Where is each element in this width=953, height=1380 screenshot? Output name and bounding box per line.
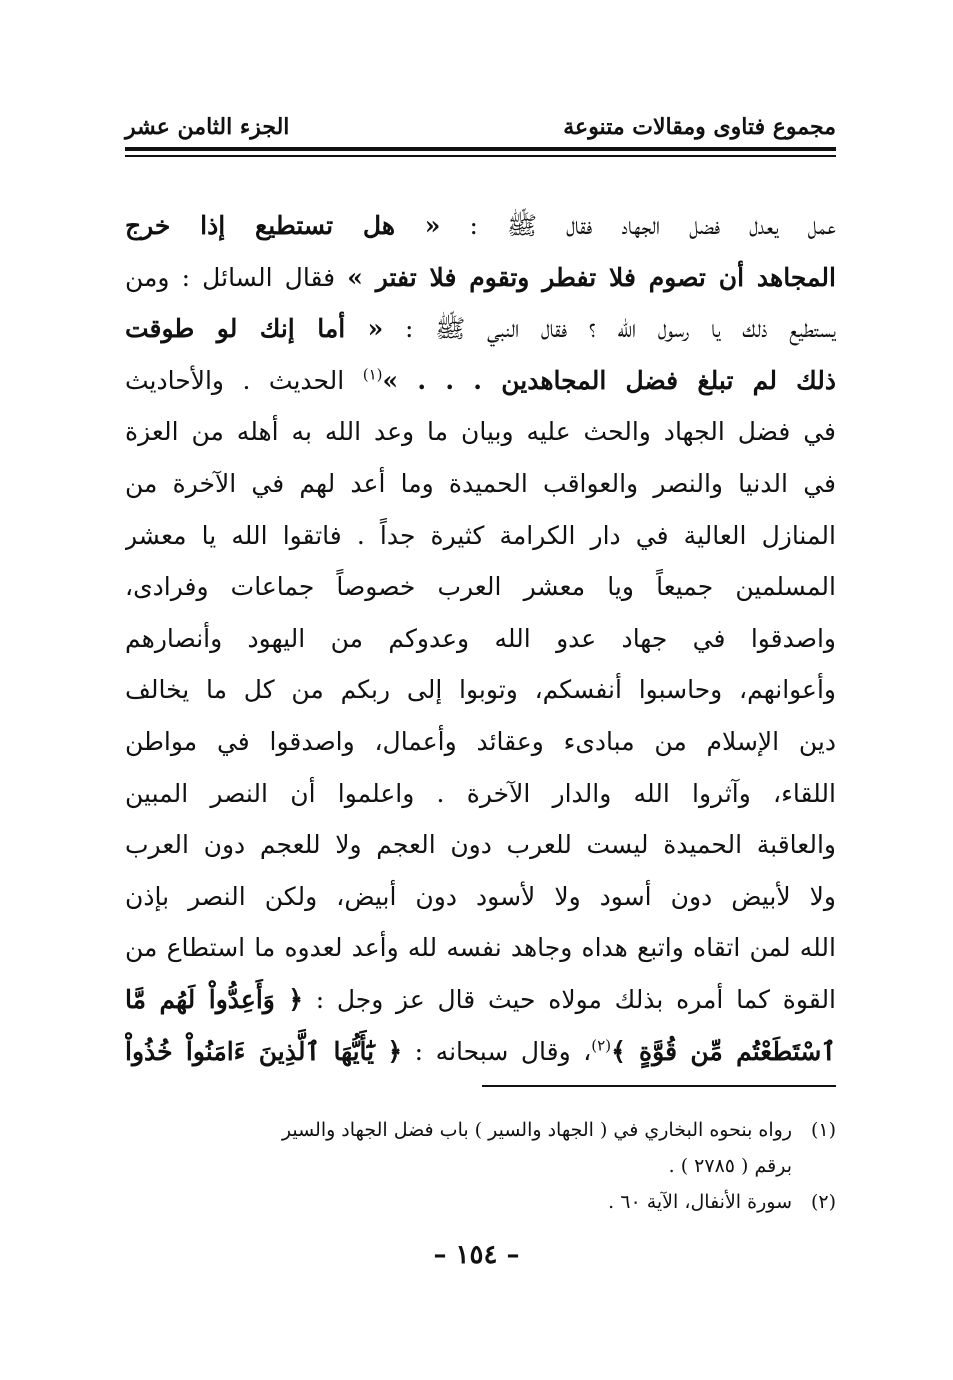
text-line xyxy=(125,922,836,974)
footnote-continuation: برقم ( ٢٧٨٥ ) . xyxy=(668,1155,792,1177)
footnote-ref: (٢) xyxy=(591,1036,612,1055)
text-line xyxy=(125,355,836,407)
part-label: الجزء الثامن عشر xyxy=(125,114,290,140)
text-line xyxy=(125,561,836,613)
text-segment: اللقاء، وآثروا الله والدار الآخرة . واعلموا أن النصر المبين xyxy=(125,778,836,808)
footnote-number: (٢) xyxy=(810,1191,836,1213)
text-line xyxy=(125,871,836,923)
text-line xyxy=(125,252,836,304)
footnote xyxy=(125,1112,836,1148)
text-segment: الله لمن اتقاه واتبع هداه وجاهد نفسه لله وأعد لعدوه ما استطاع من xyxy=(125,933,836,963)
text-line xyxy=(125,406,836,458)
text-segment: يستطيع ذلك يا رسول الله ؟ فقال النبي ﷺ : xyxy=(383,314,836,344)
text-line xyxy=(125,303,836,355)
text-line xyxy=(125,819,836,871)
page-number: – ١٥٤ – xyxy=(433,1240,520,1270)
footnote-separator xyxy=(482,1085,836,1087)
header-rule-thin xyxy=(125,155,836,157)
footnote-number: (١) xyxy=(810,1119,836,1141)
footnote-text: سورة الأنفال، الآية ٦٠ . xyxy=(608,1191,792,1213)
text-segment: فقال السائل : ومن xyxy=(125,262,348,292)
text-segment: عمل يعدل فضل الجهاد فقال ﷺ : xyxy=(440,211,836,240)
text-segment: ، وقال سبحانه : xyxy=(402,1036,592,1066)
text-segment: الحديث . والأحاديث xyxy=(125,365,363,395)
footnote xyxy=(125,1184,836,1220)
quoted-text: ﴿ وَأَعِدُّواْ لَهُم مَّا xyxy=(125,984,303,1014)
text-segment: في فضل الجهاد والحث عليه وبيان ما وعد الله به أهله من العزة xyxy=(125,417,836,447)
text-segment: القوة كما أمره بذلك مولاه حيث قال عز وجل : xyxy=(302,984,836,1014)
text-segment: وأعوانهم، وحاسبوا أنفسكم، وتوبوا إلى ربكم من كل ما يخالف xyxy=(125,675,836,705)
main-text xyxy=(125,200,836,1077)
text-line xyxy=(125,664,836,716)
text-line xyxy=(125,1026,836,1078)
text-line xyxy=(125,716,836,768)
header-rule-thick xyxy=(125,147,836,151)
quoted-text: ذلك لم تبلغ فضل المجاهدين . . . » xyxy=(382,365,836,395)
text-line xyxy=(125,974,836,1026)
text-segment: دين الإسلام من مبادىء وعقائد وأعمال، واصدقوا في مواطن xyxy=(125,726,836,756)
running-header xyxy=(125,112,836,148)
quoted-text: المجاهد أن تصوم فلا تفطر وتقوم فلا تفتر » xyxy=(347,262,836,292)
text-segment: ولا لأبيض دون أسود ولا لأسود دون أبيض، ولكن النصر بإذن xyxy=(125,881,836,911)
text-segment: المنازل العالية في دار الكرامة كثيرة جداً . فاتقوا الله يا معشر xyxy=(125,520,836,550)
text-line xyxy=(125,510,836,562)
quoted-text: ﴿ يَٰٓأَيُّهَا ٱلَّذِينَ ءَامَنُواْ خُذُواْ xyxy=(125,1036,403,1066)
quoted-text: « أما إنك لو طوقت xyxy=(125,314,384,344)
text-segment: المسلمين جميعاً ويا معشر العرب خصوصاً جماعات وفرادى، xyxy=(125,572,836,602)
text-line xyxy=(125,200,836,252)
quoted-text: « هل تستطيع إذا خرج xyxy=(125,211,441,240)
text-line xyxy=(125,613,836,665)
footnote-ref: (١) xyxy=(362,365,383,384)
text-segment: في الدنيا والنصر والعواقب الحميدة وما أعد لهم في الآخرة من xyxy=(125,468,836,498)
footnotes xyxy=(125,1112,836,1220)
text-line xyxy=(125,768,836,820)
book-title: مجموع فتاوى ومقالات متنوعة xyxy=(563,114,836,140)
text-segment: والعاقبة الحميدة ليست للعرب دون العجم ولا للعجم دون العرب xyxy=(125,830,836,860)
footnote-text: رواه بنحوه البخاري في ( الجهاد والسير ) باب فضل الجهاد والسير xyxy=(281,1119,792,1141)
quoted-text: ٱسْتَطَعْتُم مِّن قُوَّةٍ ﴾ xyxy=(611,1036,836,1066)
text-line xyxy=(125,458,836,510)
text-segment: واصدقوا في جهاد عدو الله وعدوكم من اليهود وأنصارهم xyxy=(125,623,836,653)
